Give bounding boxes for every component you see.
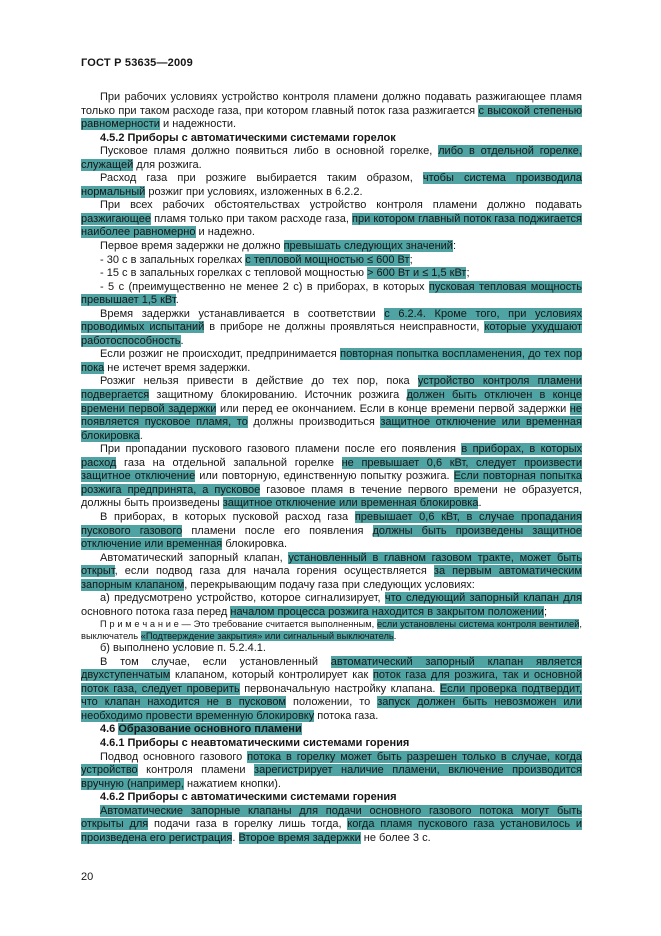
- text-run: , выключатель: [81, 619, 583, 641]
- text-run: пламя только при таком расходе газа,: [150, 212, 353, 225]
- text-run: .: [139, 429, 143, 442]
- text-run: потока газа.: [314, 709, 379, 722]
- text-run: или повторную, единственную попытку розжига.: [195, 470, 454, 483]
- text-run: .: [232, 831, 239, 844]
- text-run: .: [393, 630, 397, 641]
- highlighted-text: Образование основного пламени: [118, 723, 302, 736]
- paragraph: [81, 199, 582, 240]
- running-header: ГОСТ Р 53635—2009: [81, 57, 193, 69]
- paragraph: [81, 443, 582, 511]
- paragraph: [81, 375, 582, 443]
- text-run: ;: [409, 253, 413, 266]
- highlighted-text: при котором главный поток газа поджигается наиболее равномерно: [81, 212, 582, 239]
- highlighted-text: запуск должен быть невозможен или необходимо провести временную блокировку: [81, 696, 582, 722]
- text-run: ;: [543, 605, 548, 618]
- highlighted-text: потока в горелку может быть разрешен только в случае, когда устройство: [81, 750, 582, 777]
- text-run: нажатием кнопки).: [183, 777, 281, 790]
- text-run: , если подвод газа для начала горения осуществляется: [114, 565, 434, 578]
- text-run: и надежно.: [195, 226, 255, 239]
- paragraph: [81, 91, 582, 132]
- highlighted-text: Если проверка подтвердит, что клапан находится не в пусковом: [81, 682, 582, 709]
- text-run: - 15 с в запальных горелках с тепловой мощностью: [100, 267, 368, 280]
- highlighted-text: не превышает 0,6 кВт, следует произвести защитное отключение: [81, 456, 582, 483]
- text-run: защитному блокированию. Источник розжига: [149, 389, 407, 402]
- text-run: 4.6.2 Приборы с автоматическими системами горения: [100, 791, 397, 804]
- text-run: Автоматический запорный клапан,: [100, 551, 289, 564]
- highlighted-text: автоматический запорный клапан является двухступенчатым: [81, 655, 583, 682]
- highlighted-text: если установлены система контроля вентилей: [376, 619, 580, 630]
- text-run: клапаном, который контролирует как: [170, 669, 373, 682]
- paragraph: [81, 348, 582, 375]
- paragraph: [81, 642, 582, 656]
- highlighted-text: когда пламя пускового газа установилось и произведена его регистрация: [81, 818, 582, 844]
- highlighted-text: которые ухудшают работоспособность: [81, 321, 583, 347]
- text-run: розжиг при условиях, изложенных в 6.2.2.: [145, 185, 363, 198]
- highlighted-text: чтобы система производила нормальный: [81, 172, 582, 198]
- text-run: блокировка.: [222, 538, 288, 551]
- highlighted-text: пусковая тепловая мощность превышает 1,5 кВт: [81, 280, 582, 307]
- text-run: Первое время задержки не должно: [100, 240, 284, 253]
- text-run: газовое пламя в течение первого времени не образуется, должны быть произведены: [81, 483, 582, 510]
- paragraph: [81, 172, 582, 199]
- text-run: ;: [466, 267, 470, 280]
- highlighted-text: превышает 0,6 кВт, в случае пропадания пускового газового: [81, 510, 582, 537]
- text-run: и надежности.: [159, 118, 237, 131]
- highlighted-text: повторная попытка воспламенения, до тех пор пока: [81, 348, 583, 374]
- highlighted-text: началом процесса розжига находится в закрытом положении: [230, 605, 544, 618]
- text-run: а) предусмотрено устройство, которое сигнализирует,: [100, 592, 385, 605]
- paragraph: [81, 552, 582, 593]
- paragraph: [81, 281, 582, 308]
- paragraph: [81, 240, 582, 254]
- paragraph: [81, 805, 582, 846]
- highlighted-text: защитное отключение или временная блокировка: [222, 497, 479, 510]
- section-heading: [81, 723, 582, 737]
- highlighted-text: должен быть отключен в конце времени первой задержки: [81, 389, 582, 415]
- text-run: б) выполнено условие п. 5.2.4.1.: [100, 642, 266, 655]
- highlighted-text: должны быть произведены защитное отключение или временная: [81, 524, 582, 551]
- text-run: контроля пламени: [137, 764, 255, 777]
- text-run: В приборах, в которых пусковой расход газа: [100, 510, 355, 523]
- highlighted-text: либо в отдельной горелке, служащей: [81, 145, 582, 171]
- text-run: Расход газа при розжиге выбирается таким образом,: [100, 172, 423, 185]
- text-run: :: [452, 240, 457, 253]
- highlighted-text: Если повторная попытка розжига предпринята, а пусковое: [81, 470, 583, 496]
- text-run: 4.5.2 Приборы с автоматическими системами горелок: [100, 131, 396, 144]
- text-run: Пусковое пламя должно появиться либо в основной горелке,: [100, 145, 439, 158]
- highlighted-text: за первым автоматическим запорным клапаном: [81, 565, 582, 591]
- highlighted-text: с тепловой мощностью ≤ 600 Вт: [245, 253, 410, 266]
- section-heading: [81, 132, 582, 146]
- note-paragraph: [81, 619, 582, 642]
- highlighted-text: превышать следующих значений: [283, 240, 453, 253]
- paragraph: [81, 145, 582, 172]
- highlighted-text: «Подтверждение закрытия» или сигнальный выключатель: [140, 630, 394, 641]
- text-run: в приборе не должны проявляться неисправности,: [204, 321, 485, 334]
- text-run: или перед ее окончанием. Если в конце времени первой задержки: [216, 402, 570, 415]
- text-run: Розжиг нельзя привести в действие до тех пор, пока: [100, 375, 418, 388]
- text-run: подачи газа в горелку лишь тогда,: [148, 818, 348, 831]
- text-run: не истечет время задержки.: [104, 361, 251, 374]
- paragraph: [81, 308, 582, 349]
- text-run: пламени после его появления: [182, 524, 373, 537]
- paragraph: [81, 751, 582, 792]
- paragraph: [81, 267, 582, 281]
- text-run: газа на отдельной запальной горелке: [116, 456, 342, 469]
- page-number: 20: [81, 871, 94, 883]
- section-heading: [81, 737, 582, 751]
- paragraph: [81, 656, 582, 724]
- highlighted-text: не появляется пусковое пламя, то: [81, 402, 582, 429]
- text-run: должны производиться: [247, 416, 381, 429]
- text-run: При рабочих условиях устройство контроля пламени должно подавать разжигающее пламя только при таком расходе газа, при котором главный поток газа разжигается: [81, 91, 582, 117]
- text-run: При всех рабочих обстоятельствах устройство контроля пламени должно подавать: [100, 199, 582, 212]
- text-run: Подвод основного газового: [100, 750, 248, 763]
- highlighted-text: с 6.2.4. Кроме того, при условиях проводимых испытаний: [81, 307, 582, 334]
- text-run: - 30 с в запальных горелках: [100, 253, 246, 266]
- document-body: [81, 91, 582, 845]
- highlighted-text: что следующий запорный клапан для: [384, 592, 582, 605]
- text-run: .: [478, 497, 482, 510]
- highlighted-text: защитное отключение или временная блокировка: [81, 416, 582, 442]
- text-run: - 5 с (преимущественно не менее 2 с) в приборах, в которых: [100, 280, 429, 293]
- text-run: В том случае, если установленный: [100, 655, 331, 668]
- text-run: 4.6: [100, 723, 119, 736]
- text-run: Если розжиг не происходит, предпринимается: [100, 348, 341, 361]
- text-run: основного потока газа перед: [81, 605, 231, 618]
- text-run: П р и м е ч а н и е — Это требование считается выполненным,: [100, 619, 377, 630]
- text-run: для розжига.: [133, 158, 202, 171]
- highlighted-text: Второе время задержки: [238, 831, 361, 844]
- paragraph: [81, 254, 582, 268]
- highlighted-text: разжигающее: [81, 212, 151, 225]
- text-run: 4.6.1 Приборы с неавтоматическими системами горения: [100, 736, 410, 749]
- text-run: не более 3 с.: [360, 831, 431, 844]
- text-run: Время задержки устанавливается в соответствии: [100, 307, 385, 320]
- text-run: положении, то: [286, 696, 378, 709]
- text-run: .: [175, 294, 179, 307]
- paragraph: [81, 511, 582, 552]
- section-heading: [81, 791, 582, 805]
- highlighted-text: зарегистрирует наличие пламени, включение производится вручную (например,: [81, 764, 582, 790]
- highlighted-text: Автоматические запорные клапаны для подачи основного газового потока могут быть открыты для: [81, 804, 582, 831]
- text-run: .: [180, 334, 184, 347]
- highlighted-text: в приборах, в которых расход: [81, 443, 582, 469]
- highlighted-text: поток газа для розжига, так и основной поток газа, следует проверить: [81, 669, 582, 695]
- highlighted-text: устройство контроля пламени подвергается: [81, 375, 582, 402]
- highlighted-text: > 600 Вт и ≤ 1,5 кВт: [367, 267, 467, 280]
- highlighted-text: с высокой степенью равномерности: [81, 104, 582, 131]
- text-run: , перекрывающим подачу газа при следующих условиях:: [184, 578, 475, 591]
- text-run: При пропадании пускового газового пламени после его появления: [100, 443, 462, 456]
- text-run: первоначальную настройку клапана.: [239, 682, 440, 695]
- paragraph: [81, 592, 582, 619]
- highlighted-text: установленный в главном газовом тракте, может быть открыт: [81, 551, 582, 578]
